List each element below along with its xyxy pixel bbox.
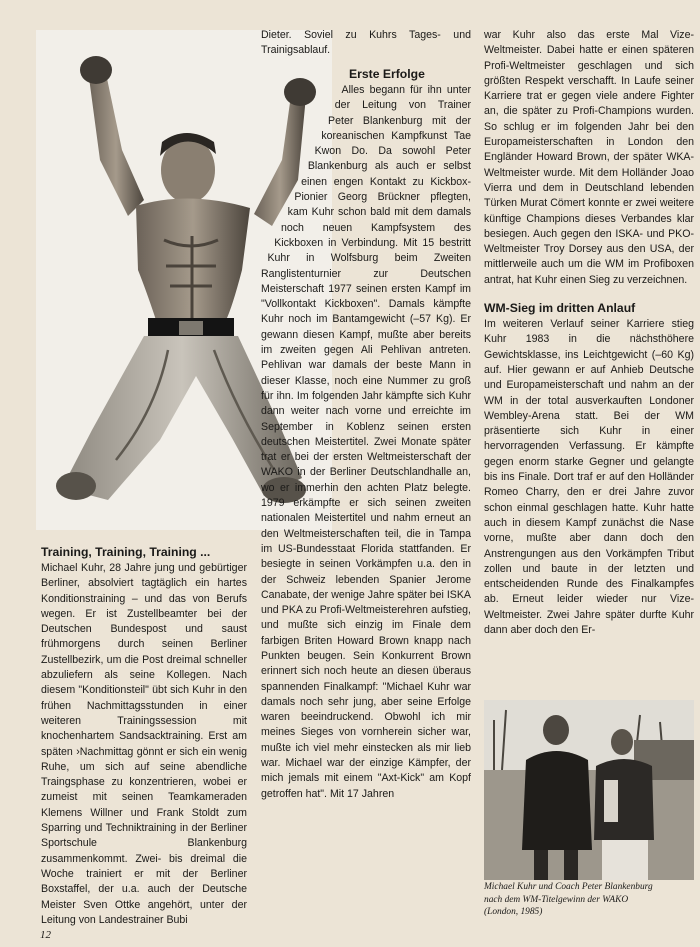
- erste-erfolge-text: Alles begann für ihn unter der Leitung von Trainer Peter Blankenburg mit der koreanischen Kampfkunst Tae Kwon Do. Da sowohl Peter Blankenburg als auch er selbst einen engen Kontakt zu Kickbox-Pionier Georg Brückner pflegten, kam Kuhr schon bald mit dem damals noch neuen Kampfsystem des Kickboxen in Verbindung. Mit 15 bestritt Kuhr in Wolfsburg beim Zweiten Ranglistenturnier zur Deutschen Meisterschaft 1977 seinen ersten Kampf im "Vollkontakt Kickboxen". Damals kämpfte Kuhr noch im Bantamgewicht (–57 Kg). Er gewann diesen Kampf, mußte aber bereits im zweiten gegen Ali Pehlivan antreten. Pehlivan war damals der beste Mann in dieser Klasse, noch eine Nummer zu groß für ihn. Im folgenden Jahr kämpfte sich Kuhr dann weiter nach vorne und erreichte im September in Koblenz seinen ersten deutschen Meistertitel. Zwei Monate später trat er bei der ersten Weltmeisterschaft der WAKO in der Berliner Deutschlandhalle an, wo er immerhin den achten Platz belegte. 1979 erkämpfte er sich seinen zweiten nationalen Meistertitel und nahm erneut an den Weltmeisterschaften teil, die in Tampa im US-Bundesstaat Florida stattfanden. Er besiegte in seinen Vorkämpfen u.a. den in der Schweiz lebenden Spanier Jerome Canabate, der wenige Jahre später bei ISKA und PKA zu Profi-Weltmeisterehren aufstieg, und mußte sich einzig im Finale dem farbigen Briten Howard Brown knapp nach Punkten beugen. Sein Konkurrent Brown erinnert sich noch heute an diesen überaus spannenden Finalkampf: "Michael Kuhr war damals noch sehr jung, aber seine Erfolge waren beeindruckend. Obwohl ich mir meines Sieges von vornherein sicher war, mußte ich viel mehr einstecken als mir lieb war. Michael war der einzige Kämpfer, der mich jemals mit einem "Axt-Kick" am Kopf getroffen hat". Mit 17 Jahren: [261, 84, 471, 800]
- section-heading-erste-erfolge: Erste Erfolge: [349, 67, 425, 81]
- coach-and-fighter-photo: [484, 700, 694, 880]
- page-number: 12: [40, 929, 51, 941]
- right-column-text-1: war Kuhr also das erste Mal Vize-Weltmeister. Dabei hatte er einen späteren Profi-Weltmeister geschlagen und sich größten Respekt verschafft. In Laufe seiner Karriere trat er gegen viele andere Fighter an, die später zu Profi-Champions wurden. So schlug er im folgenden Jahr bei den Europameisterschaften in London den Engländer Howard Brown, der später WKA-Weltmeister wurde. Mit dem Holländer Joao Vierra und dem in Deutschland lebenden Türken Murat Cömert konnte er zwei weitere künftige Champions dieses Verbandes klar besiegen. Auch gegen den ISKA- und PKO-Weltmeister Troy Dorsey aus den USA, der mittlerweile auch um die WM im Profiboxen antrat, hat Kuhr einen Sieg zu verzeichnen.: [484, 29, 694, 286]
- continuation-text: Dieter. Soviel zu Kuhrs Tages- und Trainigsablauf.: [261, 29, 471, 57]
- photo-caption: [484, 881, 696, 919]
- section-heading-training: Training, Training, Training ...: [41, 545, 211, 559]
- middle-column-continuation: [261, 28, 471, 59]
- caption-line-2: nach dem WM-Titelgewinn der WAKO: [484, 894, 629, 905]
- left-column: [41, 544, 247, 928]
- section-heading-wm-sieg: WM-Sieg im dritten Anlauf: [484, 301, 636, 316]
- caption-line-1: Michael Kuhr und Coach Peter Blankenburg: [484, 882, 653, 892]
- right-column-text-2: Im weiteren Verlauf seiner Karriere stieg Kuhr 1983 in die nächsthöhere Gewichtsklasse, ins Leichtgewicht (–60 Kg) auf. Hier gewann er auf Anhieb Deutsche und Europameisterschaft und nahm an der WM in der total ausverkauften Londoner Wembley-Arena statt. Bei der WM präsentierte sich Kuhr in einer hervorragenden Verfassung. Er kämpfte gegen enorm starke Gegner und gelangte bis ins Finale. Dort traf er auf den Holländer Romeo Charry, den er drei Jahre zuvor schon einmal geschlagen hatte. Kuhr hatte auch in diesem Kampf zunächst die Nase vorne, mußte aber dann doch den Anstrengungen aus den Vorkämpfen Tribut zollen und baute in der letzten und entscheidenden Runde des Finalkampfes ab. Erneut leider wieder nur Vize-Weltmeister. Zwei Jahre später durfte Kuhr dann aber doch den Er-: [484, 318, 694, 636]
- middle-column: [261, 66, 471, 802]
- training-text: Michael Kuhr, 28 Jahre jung und gebürtiger Berliner, absolviert tagtäglich ein hartes Konditionstraining – und das von Berufs wegen. Er ist Zustellbeamter bei der Deutschen Bundespost und saust frühmorgens durch seinen Berliner Zustellbezirk, um die Post dreimal schneller abzuliefern als seine Kollegen. Nach diesem "Konditionsteil" übt sich Kuhr in den frühen Nachmittagsstunden in einer weiteren Trainingssession mit knochenhartem Sandsacktraining. Erst am späten ›Nachmittag gönnt er sich ein wenig Ruhe, um sich auf seine abendliche Traingsphase zu konzentrieren, wobei er zumeist mit seinen Teamkameraden Klemens Willner und Frank Stoldt zum Sparring und Techniktraining in der Berliner Sportschule Blankenburg zusammenkommt. Zwei- bis dreimal die Woche trainiert er mit der Berliner Boxstaffel, der u.a. auch der Deutsche Meister Sven Ottke angehört, unter der Leitung von Landestrainer Bubi: [41, 562, 247, 926]
- caption-line-3: (London, 1985): [484, 907, 543, 918]
- right-column: [484, 28, 694, 638]
